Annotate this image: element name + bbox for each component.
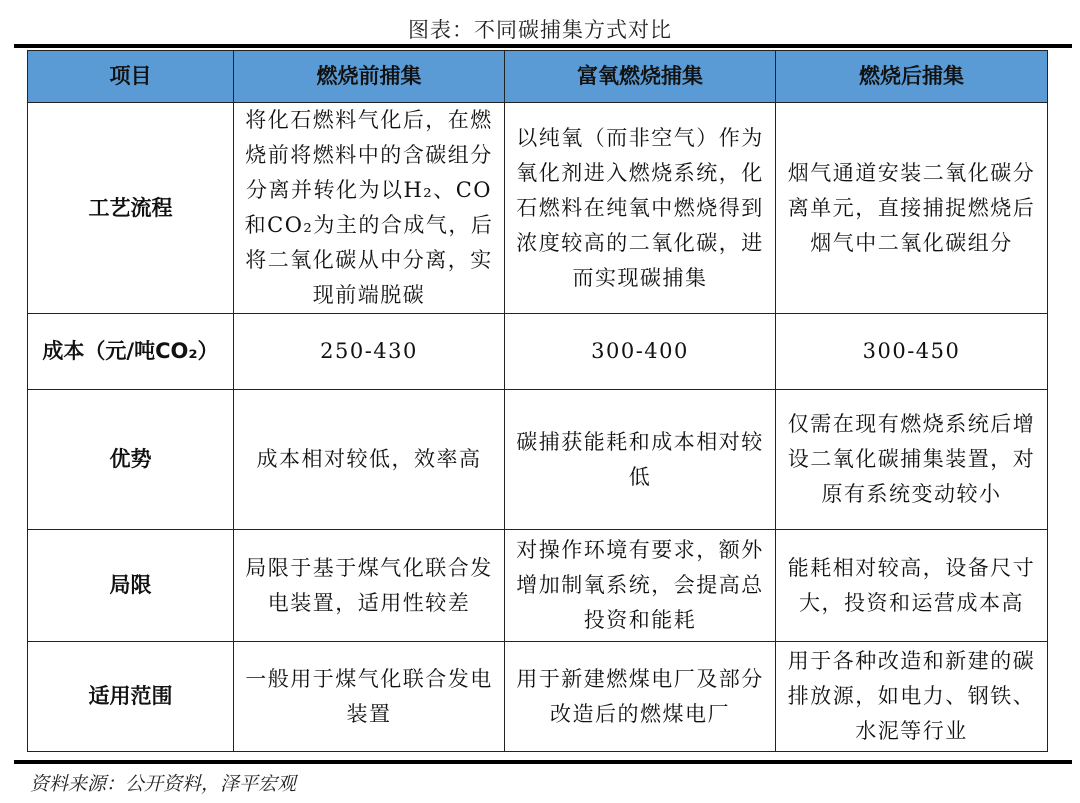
table-cell: 250-430 [234,314,505,390]
table-cell: 烟气通道安装二氧化碳分离单元，直接捕捉燃烧后烟气中二氧化碳组分 [776,103,1048,314]
bottom-rule [14,760,1072,764]
header-pre-combustion: 燃烧前捕集 [234,51,505,103]
table-cell: 将化石燃料气化后，在燃烧前将燃料中的含碳组分分离并转化为以H₂、CO和CO₂为主的合成气，后将二氧化碳从中分离，实现前端脱碳 [234,103,505,314]
header-item: 项目 [28,51,234,103]
table-cell: 300-400 [505,314,776,390]
header-post-combustion: 燃烧后捕集 [776,51,1048,103]
figure-title: 图表：不同碳捕集方式对比 [408,18,672,42]
row-label: 优势 [28,390,234,530]
table-row [28,530,1048,642]
table-cell: 局限于基于煤气化联合发电装置，适用性较差 [234,530,505,642]
table-cell: 用于新建燃煤电厂及部分改造后的燃煤电厂 [505,642,776,752]
table-cell: 用于各种改造和新建的碳排放源，如电力、钢铁、水泥等行业 [776,642,1048,752]
table-cell: 成本相对较低，效率高 [234,390,505,530]
table-row [28,314,1048,390]
table-cell: 仅需在现有燃烧系统后增设二氧化碳捕集装置，对原有系统变动较小 [776,390,1048,530]
top-rule [14,44,1072,48]
table-row [28,390,1048,530]
header-oxy-fuel: 富氧燃烧捕集 [505,51,776,103]
row-label: 工艺流程 [28,103,234,314]
table-row [28,642,1048,752]
comparison-table [27,50,1048,752]
table-cell: 300-450 [776,314,1048,390]
table-row [28,103,1048,314]
table-cell: 能耗相对较高，设备尺寸大，投资和运营成本高 [776,530,1048,642]
row-label: 成本（元/吨CO₂） [28,314,234,390]
header-row [28,51,1048,103]
row-label: 局限 [28,530,234,642]
table-cell: 对操作环境有要求，额外增加制氧系统，会提高总投资和能耗 [505,530,776,642]
source-note: 资料来源：公开资料，泽平宏观 [30,773,297,795]
table-cell: 一般用于煤气化联合发电装置 [234,642,505,752]
table-cell: 碳捕获能耗和成本相对较低 [505,390,776,530]
table-cell: 以纯氧（而非空气）作为氧化剂进入燃烧系统，化石燃料在纯氧中燃烧得到浓度较高的二氧化碳，进而实现碳捕集 [505,103,776,314]
row-label: 适用范围 [28,642,234,752]
